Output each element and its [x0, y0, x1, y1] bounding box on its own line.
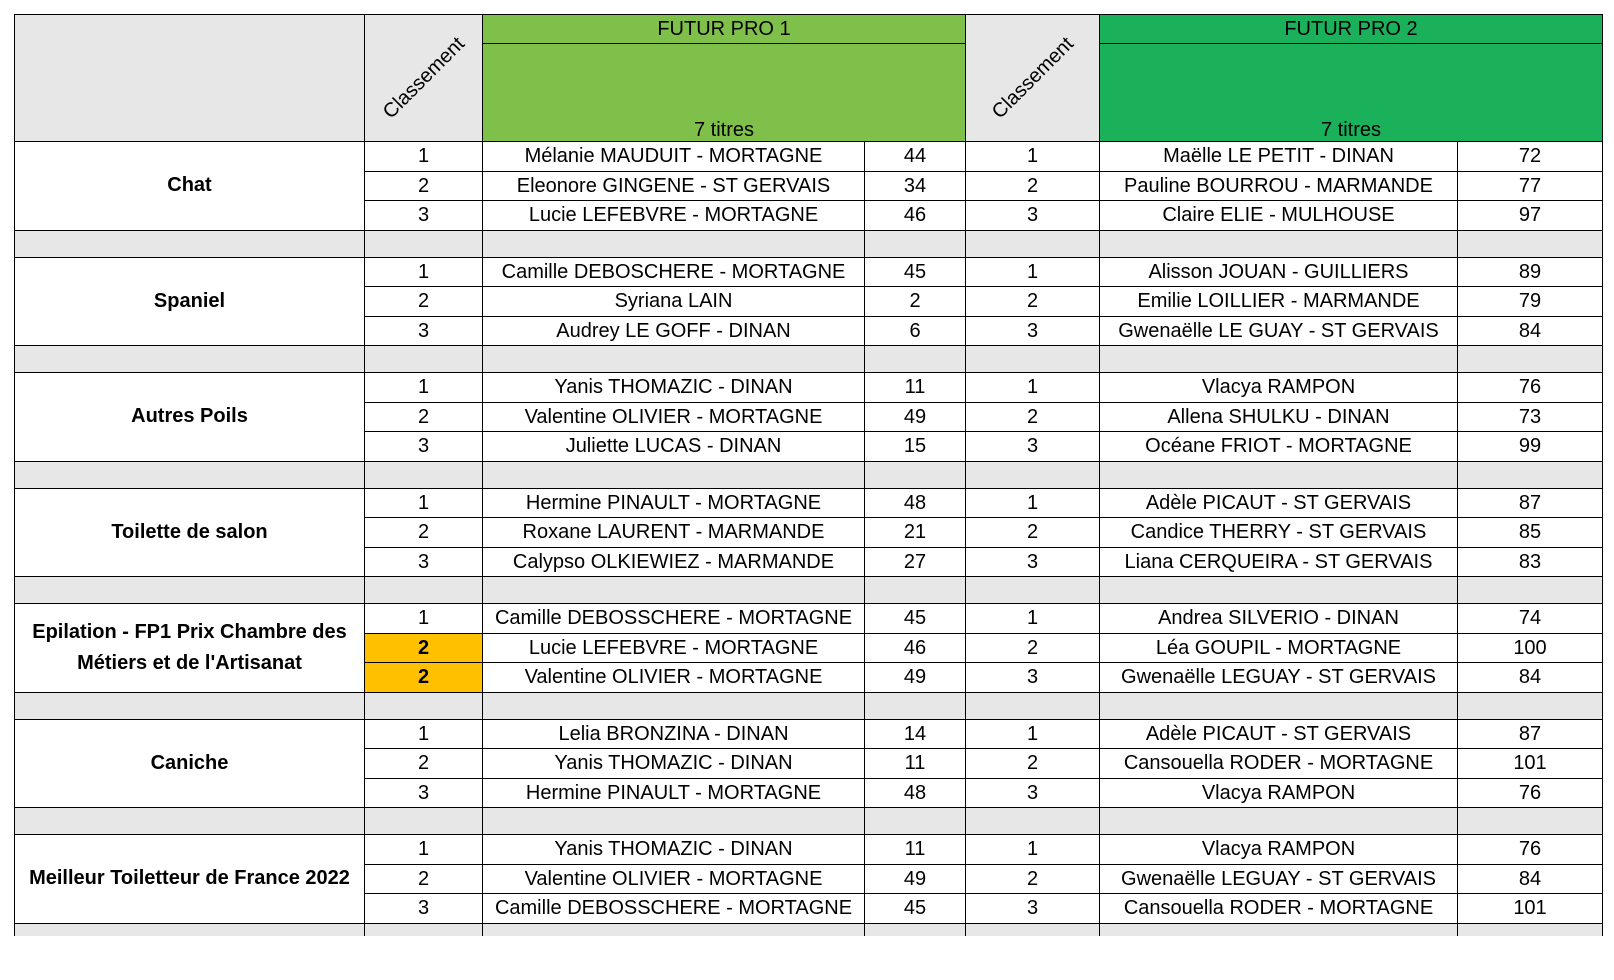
spacer-row [15, 461, 1603, 488]
spacer-cell [1458, 346, 1603, 373]
spacer-row [15, 808, 1603, 835]
fp1-number-cell: 11 [865, 749, 966, 779]
fp2-name-cell: Vlacya RAMPON [1100, 373, 1458, 403]
fp1-rank-cell: 1 [365, 142, 483, 172]
classement-header-fp2 [966, 15, 1100, 142]
fp1-rank-cell: 3 [365, 201, 483, 231]
spacer-cell [15, 808, 365, 835]
category-name: Toilette de salon [15, 488, 365, 577]
fp2-number-cell: 101 [1458, 749, 1603, 779]
fp1-rank-cell: 1 [365, 604, 483, 634]
fp1-rank-cell: 3 [365, 432, 483, 462]
fp2-name-cell: Maëlle LE PETIT - DINAN [1100, 142, 1458, 172]
spacer-cell [15, 461, 365, 488]
fp2-rank-cell: 1 [966, 373, 1100, 403]
fp1-number-cell: 45 [865, 257, 966, 287]
table-row [15, 604, 1603, 634]
spacer-cell [483, 692, 865, 719]
spacer-cell [15, 346, 365, 373]
fp2-number-cell: 77 [1458, 171, 1603, 201]
spacer-cell [865, 808, 966, 835]
fp1-name-cell: Valentine OLIVIER - MORTAGNE [483, 663, 865, 693]
fp2-name-cell: Adèle PICAUT - ST GERVAIS [1100, 488, 1458, 518]
fp1-name-cell: Juliette LUCAS - DINAN [483, 432, 865, 462]
fp2-name-cell: Vlacya RAMPON [1100, 778, 1458, 808]
fp2-number-cell: 97 [1458, 201, 1603, 231]
spacer-cell [483, 577, 865, 604]
spacer-cell [966, 577, 1100, 604]
fp1-number-cell: 14 [865, 719, 966, 749]
fp1-name-cell: Camille DEBOSCHERE - MORTAGNE [483, 257, 865, 287]
fp1-rank-cell: 3 [365, 316, 483, 346]
fp2-number-cell: 76 [1458, 373, 1603, 403]
fp1-number-cell: 46 [865, 201, 966, 231]
fp2-rank-cell: 2 [966, 171, 1100, 201]
fp1-number-cell: 21 [865, 518, 966, 548]
fp1-number-cell: 49 [865, 864, 966, 894]
spacer-cell [483, 923, 865, 936]
fp1-rank-cell: 2 [365, 633, 483, 663]
fp1-name-cell: Camille DEBOSSCHERE - MORTAGNE [483, 894, 865, 924]
spacer-cell [966, 692, 1100, 719]
fp2-number-cell: 101 [1458, 894, 1603, 924]
spacer-cell [365, 692, 483, 719]
results-spreadsheet [14, 14, 1602, 936]
futur-pro-2-title: FUTUR PRO 2 [1100, 15, 1603, 44]
fp2-rank-cell: 3 [966, 894, 1100, 924]
fp2-rank-cell: 3 [966, 201, 1100, 231]
spacer-cell [15, 230, 365, 257]
fp2-rank-cell: 2 [966, 518, 1100, 548]
fp2-rank-cell: 3 [966, 663, 1100, 693]
futur-pro-1-title: FUTUR PRO 1 [483, 15, 966, 44]
fp1-number-cell: 48 [865, 778, 966, 808]
fp1-name-cell: Camille DEBOSSCHERE - MORTAGNE [483, 604, 865, 634]
spacer-row [15, 577, 1603, 604]
fp2-number-cell: 87 [1458, 488, 1603, 518]
category-name: Spaniel [15, 257, 365, 346]
category-name: Autres Poils [15, 373, 365, 462]
spacer-cell [865, 577, 966, 604]
fp1-rank-cell: 2 [365, 518, 483, 548]
spacer-cell [1458, 692, 1603, 719]
category-name: Caniche [15, 719, 365, 808]
fp2-number-cell: 79 [1458, 287, 1603, 317]
futur-pro-1-subtitle: 7 titres [483, 44, 966, 142]
spacer-cell [966, 346, 1100, 373]
fp1-number-cell: 49 [865, 663, 966, 693]
fp1-number-cell: 11 [865, 835, 966, 865]
fp1-rank-cell: 2 [365, 402, 483, 432]
spacer-cell [1100, 461, 1458, 488]
spacer-cell [865, 346, 966, 373]
spacer-cell [966, 461, 1100, 488]
spacer-cell [966, 923, 1100, 936]
fp1-name-cell: Eleonore GINGENE - ST GERVAIS [483, 171, 865, 201]
fp2-number-cell: 76 [1458, 835, 1603, 865]
spacer-cell [1458, 923, 1603, 936]
corner-cell [15, 15, 365, 142]
spacer-row [15, 230, 1603, 257]
fp2-name-cell: Gwenaëlle LE GUAY - ST GERVAIS [1100, 316, 1458, 346]
spacer-cell [1100, 577, 1458, 604]
fp1-number-cell: 45 [865, 604, 966, 634]
spacer-cell [865, 461, 966, 488]
fp2-rank-cell: 3 [966, 432, 1100, 462]
fp2-number-cell: 72 [1458, 142, 1603, 172]
fp2-name-cell: Allena SHULKU - DINAN [1100, 402, 1458, 432]
fp1-name-cell: Hermine PINAULT - MORTAGNE [483, 488, 865, 518]
spacer-cell [483, 346, 865, 373]
table-row [15, 373, 1603, 403]
fp1-rank-cell: 2 [365, 864, 483, 894]
table-row [15, 719, 1603, 749]
fp1-rank-cell: 1 [365, 719, 483, 749]
fp1-number-cell: 45 [865, 894, 966, 924]
fp2-number-cell: 100 [1458, 633, 1603, 663]
fp1-number-cell: 11 [865, 373, 966, 403]
fp2-name-cell: Candice THERRY - ST GERVAIS [1100, 518, 1458, 548]
fp1-rank-cell: 2 [365, 287, 483, 317]
fp1-name-cell: Lucie LEFEBVRE - MORTAGNE [483, 633, 865, 663]
fp1-number-cell: 44 [865, 142, 966, 172]
fp1-name-cell: Audrey LE GOFF - DINAN [483, 316, 865, 346]
classement-label: Classement [987, 32, 1078, 124]
spacer-row [15, 346, 1603, 373]
table-row [15, 257, 1603, 287]
fp2-rank-cell: 1 [966, 719, 1100, 749]
fp1-rank-cell: 3 [365, 778, 483, 808]
fp1-name-cell: Valentine OLIVIER - MORTAGNE [483, 864, 865, 894]
spacer-cell [1458, 808, 1603, 835]
spacer-cell [1100, 346, 1458, 373]
fp2-rank-cell: 1 [966, 835, 1100, 865]
table-row [15, 142, 1603, 172]
spacer-cell [1100, 230, 1458, 257]
futur-pro-2-subtitle: 7 titres [1100, 44, 1603, 142]
spacer-cell [365, 346, 483, 373]
fp2-rank-cell: 3 [966, 316, 1100, 346]
fp2-number-cell: 89 [1458, 257, 1603, 287]
spacer-cell [365, 230, 483, 257]
header-row-titles [15, 15, 1603, 44]
fp1-rank-cell: 3 [365, 894, 483, 924]
category-name: Meilleur Toiletteur de France 2022 [15, 835, 365, 924]
spacer-cell [365, 923, 483, 936]
spacer-cell [865, 692, 966, 719]
fp1-rank-cell: 2 [365, 749, 483, 779]
fp2-name-cell: Gwenaëlle LEGUAY - ST GERVAIS [1100, 864, 1458, 894]
fp1-number-cell: 15 [865, 432, 966, 462]
spacer-row [15, 923, 1603, 936]
spacer-cell [15, 577, 365, 604]
fp2-rank-cell: 3 [966, 547, 1100, 577]
fp2-number-cell: 84 [1458, 663, 1603, 693]
fp2-name-cell: Vlacya RAMPON [1100, 835, 1458, 865]
fp2-rank-cell: 1 [966, 488, 1100, 518]
fp1-number-cell: 2 [865, 287, 966, 317]
fp2-name-cell: Gwenaëlle LEGUAY - ST GERVAIS [1100, 663, 1458, 693]
fp2-rank-cell: 2 [966, 402, 1100, 432]
classement-label: Classement [378, 32, 469, 124]
fp2-rank-cell: 2 [966, 749, 1100, 779]
spacer-cell [15, 692, 365, 719]
fp1-number-cell: 48 [865, 488, 966, 518]
spacer-cell [966, 230, 1100, 257]
fp1-name-cell: Lucie LEFEBVRE - MORTAGNE [483, 201, 865, 231]
fp2-name-cell: Adèle PICAUT - ST GERVAIS [1100, 719, 1458, 749]
table-row [15, 835, 1603, 865]
results-table [14, 14, 1603, 936]
spacer-cell [865, 923, 966, 936]
fp2-name-cell: Liana CERQUEIRA - ST GERVAIS [1100, 547, 1458, 577]
fp2-number-cell: 87 [1458, 719, 1603, 749]
fp1-rank-cell: 1 [365, 488, 483, 518]
fp2-number-cell: 76 [1458, 778, 1603, 808]
spacer-cell [966, 808, 1100, 835]
fp1-name-cell: Valentine OLIVIER - MORTAGNE [483, 402, 865, 432]
spacer-cell [483, 808, 865, 835]
table-row [15, 488, 1603, 518]
fp2-name-cell: Andrea SILVERIO - DINAN [1100, 604, 1458, 634]
fp2-rank-cell: 1 [966, 257, 1100, 287]
fp1-name-cell: Calypso OLKIEWIEZ - MARMANDE [483, 547, 865, 577]
fp2-name-cell: Pauline BOURROU - MARMANDE [1100, 171, 1458, 201]
fp1-name-cell: Yanis THOMAZIC - DINAN [483, 373, 865, 403]
fp1-rank-cell: 3 [365, 547, 483, 577]
fp2-number-cell: 99 [1458, 432, 1603, 462]
fp2-number-cell: 84 [1458, 864, 1603, 894]
fp1-number-cell: 49 [865, 402, 966, 432]
fp2-rank-cell: 1 [966, 142, 1100, 172]
spacer-cell [1458, 230, 1603, 257]
fp2-number-cell: 73 [1458, 402, 1603, 432]
spacer-cell [365, 461, 483, 488]
spacer-cell [865, 230, 966, 257]
fp2-name-cell: Alisson JOUAN - GUILLIERS [1100, 257, 1458, 287]
fp2-name-cell: Emilie LOILLIER - MARMANDE [1100, 287, 1458, 317]
fp1-name-cell: Syriana LAIN [483, 287, 865, 317]
spacer-cell [1100, 808, 1458, 835]
fp2-rank-cell: 2 [966, 864, 1100, 894]
fp1-name-cell: Yanis THOMAZIC - DINAN [483, 749, 865, 779]
fp1-name-cell: Hermine PINAULT - MORTAGNE [483, 778, 865, 808]
category-name: Chat [15, 142, 365, 231]
spacer-cell [15, 923, 365, 936]
fp1-name-cell: Lelia BRONZINA - DINAN [483, 719, 865, 749]
fp1-rank-cell: 1 [365, 257, 483, 287]
fp1-number-cell: 27 [865, 547, 966, 577]
fp1-rank-cell: 1 [365, 373, 483, 403]
spacer-cell [1458, 577, 1603, 604]
fp1-name-cell: Mélanie MAUDUIT - MORTAGNE [483, 142, 865, 172]
category-name: Epilation - FP1 Prix Chambre des Métiers et de l'Artisanat [15, 604, 365, 693]
spacer-cell [483, 461, 865, 488]
fp2-number-cell: 74 [1458, 604, 1603, 634]
fp2-rank-cell: 3 [966, 778, 1100, 808]
classement-header-fp1 [365, 15, 483, 142]
spacer-cell [483, 230, 865, 257]
fp1-name-cell: Yanis THOMAZIC - DINAN [483, 835, 865, 865]
fp2-number-cell: 83 [1458, 547, 1603, 577]
fp1-name-cell: Roxane LAURENT - MARMANDE [483, 518, 865, 548]
fp2-name-cell: Cansouella RODER - MORTAGNE [1100, 749, 1458, 779]
fp2-rank-cell: 2 [966, 633, 1100, 663]
spacer-cell [365, 577, 483, 604]
fp2-name-cell: Océane FRIOT - MORTAGNE [1100, 432, 1458, 462]
fp2-rank-cell: 1 [966, 604, 1100, 634]
spacer-cell [1100, 692, 1458, 719]
fp2-name-cell: Léa GOUPIL - MORTAGNE [1100, 633, 1458, 663]
fp1-number-cell: 6 [865, 316, 966, 346]
fp1-number-cell: 34 [865, 171, 966, 201]
fp2-name-cell: Claire ELIE - MULHOUSE [1100, 201, 1458, 231]
fp2-name-cell: Cansouella RODER - MORTAGNE [1100, 894, 1458, 924]
fp1-rank-cell: 2 [365, 171, 483, 201]
spacer-cell [365, 808, 483, 835]
fp2-rank-cell: 2 [966, 287, 1100, 317]
spacer-cell [1100, 923, 1458, 936]
fp2-number-cell: 85 [1458, 518, 1603, 548]
fp1-rank-cell: 1 [365, 835, 483, 865]
fp2-number-cell: 84 [1458, 316, 1603, 346]
spacer-row [15, 692, 1603, 719]
fp1-rank-cell: 2 [365, 663, 483, 693]
fp1-number-cell: 46 [865, 633, 966, 663]
spacer-cell [1458, 461, 1603, 488]
